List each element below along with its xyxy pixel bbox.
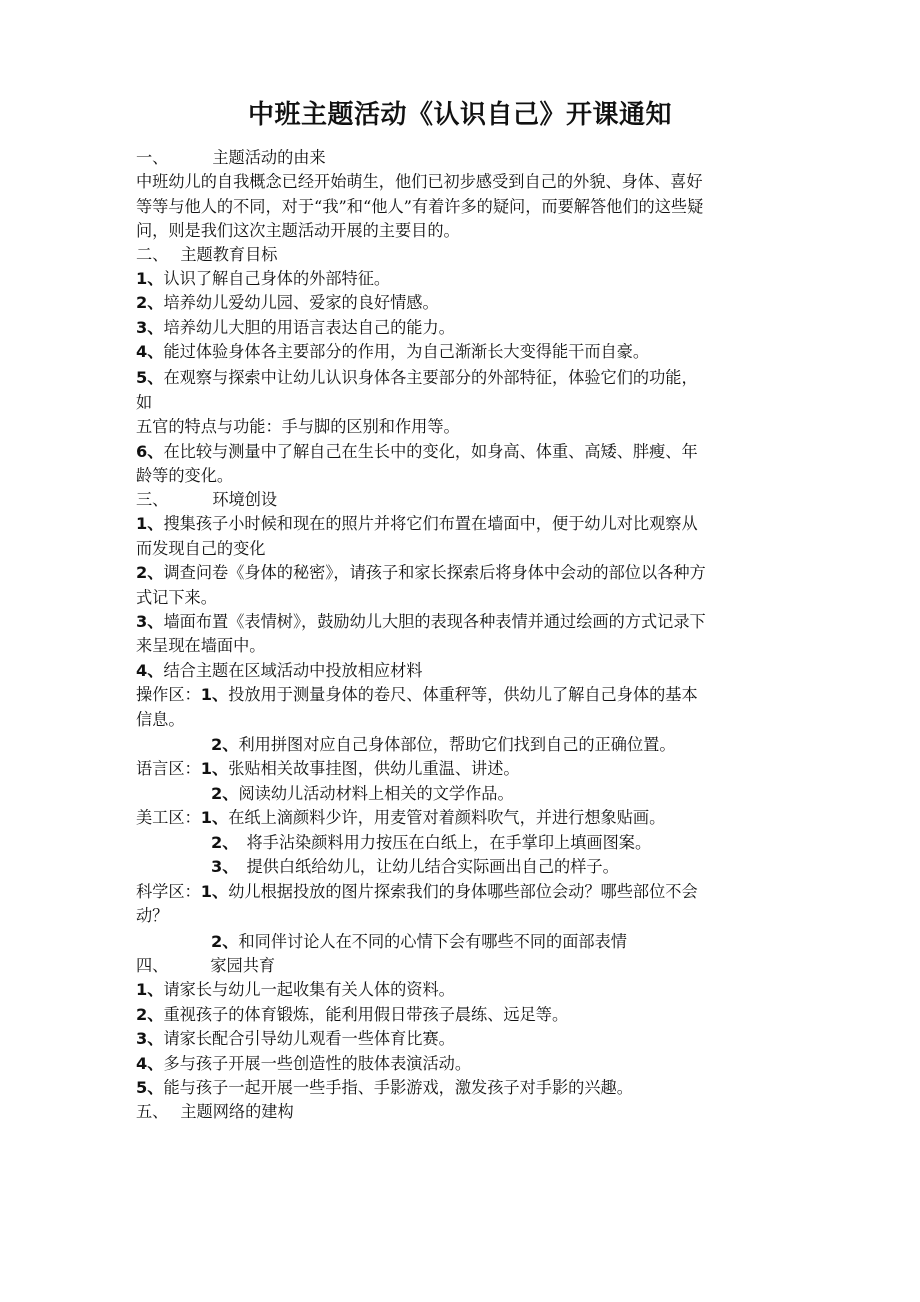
section-number: 五、	[136, 1102, 169, 1121]
section-heading-2	[136, 243, 278, 267]
paragraph-line: 等等与他人的不同，对于“我”和“他人”有着许多的疑问，而要解答他们的这些疑	[136, 197, 704, 216]
section-heading-3	[136, 488, 277, 512]
area-label: 科学区：	[136, 882, 201, 901]
list-item: 1、搜集孩子小时候和现在的照片并将它们布置在墙面中，便于幼儿对比观察从	[136, 514, 698, 533]
area-item: 2、阅读幼儿活动材料上相关的文学作品。	[211, 784, 514, 803]
list-item-continuation: 式记下来。	[136, 588, 217, 607]
list-item: 3、墙面布置《表情树》，鼓励幼儿大胆的表现各种表情并通过绘画的方式记录下	[136, 612, 706, 631]
area-item: 2、和同伴讨论人在不同的心情下会有哪些不同的面部表情	[211, 932, 627, 951]
section-heading-5	[136, 1100, 294, 1124]
section-title: 主题网络的建构	[180, 1102, 294, 1121]
section-heading-1	[136, 146, 326, 170]
list-item: 2、培养幼儿爱幼儿园、爱家的良好情感。	[136, 293, 439, 312]
list-item-continuation: 动？	[136, 906, 169, 925]
list-item: 6、在比较与测量中了解自己在生长中的变化，如身高、体重、高矮、胖瘦、年	[136, 442, 698, 461]
list-item: 4、能过体验身体各主要部分的作用，为自己渐渐长大变得能干而自豪。	[136, 342, 650, 361]
list-item: 2、重视孩子的体育锻炼，能利用假日带孩子晨练、远足等。	[136, 1005, 569, 1024]
section-heading-4	[136, 954, 275, 978]
area-item: 2、利用拼图对应自己身体部位，帮助它们找到自己的正确位置。	[211, 735, 676, 754]
list-item: 1、认识了解自己身体的外部特征。	[136, 269, 391, 288]
paragraph-line: 问，则是我们这次主题活动开展的主要目的。	[136, 221, 460, 240]
list-item: 2、调查问卷《身体的秘密》，请孩子和家长探索后将身体中会动的部位以各种方	[136, 563, 706, 582]
paragraph-line: 中班幼儿的自我概念已经开始萌生，他们已初步感受到自己的外貌、身体、喜好	[136, 172, 703, 191]
list-item-continuation: 龄等的变化。	[136, 466, 234, 485]
list-item-continuation: 而发现自己的变化	[136, 539, 266, 558]
page-title: 中班主题活动《认识自己》开课通知	[247, 100, 672, 130]
section-title: 主题活动的由来	[212, 148, 326, 167]
area-label: 美工区：	[136, 808, 201, 827]
area-item: 3、 提供白纸给幼儿，让幼儿结合实际画出自己的样子。	[211, 857, 619, 876]
area-label: 语言区：	[136, 759, 201, 778]
list-item-continuation: 五官的特点与功能：手与脚的区别和作用等。	[136, 417, 460, 436]
section-number: 二、	[136, 245, 169, 264]
section-number: 四、	[136, 956, 169, 975]
area-item-science: 科学区：1、幼儿根据投放的图片探索我们的身体哪些部位会动？哪些部位不会	[136, 882, 698, 901]
area-item-art: 美工区：1、在纸上滴颜料少许，用麦管对着颜料吹气，并进行想象贴画。	[136, 808, 666, 827]
area-item-language: 语言区：1、张贴相关故事挂图，供幼儿重温、讲述。	[136, 759, 520, 778]
list-item: 5、在观察与探索中让幼儿认识身体各主要部分的外部特征，体验它们的功能，	[136, 368, 698, 387]
section-title: 家园共育	[210, 956, 276, 975]
section-title: 主题教育目标	[180, 245, 278, 264]
list-item: 5、能与孩子一起开展一些手指、手影游戏，激发孩子对手影的兴趣。	[136, 1078, 633, 1097]
list-item: 1、请家长与幼儿一起收集有关人体的资料。	[136, 980, 455, 999]
area-label: 操作区：	[136, 685, 201, 704]
area-item: 2、 将手沾染颜料用力按压在白纸上，在手掌印上填画图案。	[211, 833, 652, 852]
list-item: 4、多与孩子开展一些创造性的肢体表演活动。	[136, 1054, 472, 1073]
list-item-continuation: 如	[136, 393, 153, 412]
list-item: 4、结合主题在区域活动中投放相应材料	[136, 661, 423, 680]
list-item: 3、培养幼儿大胆的用语言表达自己的能力。	[136, 318, 455, 337]
list-item-continuation: 信息。	[136, 710, 185, 729]
list-item-continuation: 来呈现在墙面中。	[136, 636, 266, 655]
section-number: 三、	[136, 490, 169, 509]
area-item-operation: 操作区：1、投放用于测量身体的卷尺、体重秤等，供幼儿了解自己身体的基本	[136, 685, 698, 704]
section-number: 一、	[136, 148, 169, 167]
list-item: 3、请家长配合引导幼儿观看一些体育比赛。	[136, 1029, 455, 1048]
section-title: 环境创设	[212, 490, 278, 509]
